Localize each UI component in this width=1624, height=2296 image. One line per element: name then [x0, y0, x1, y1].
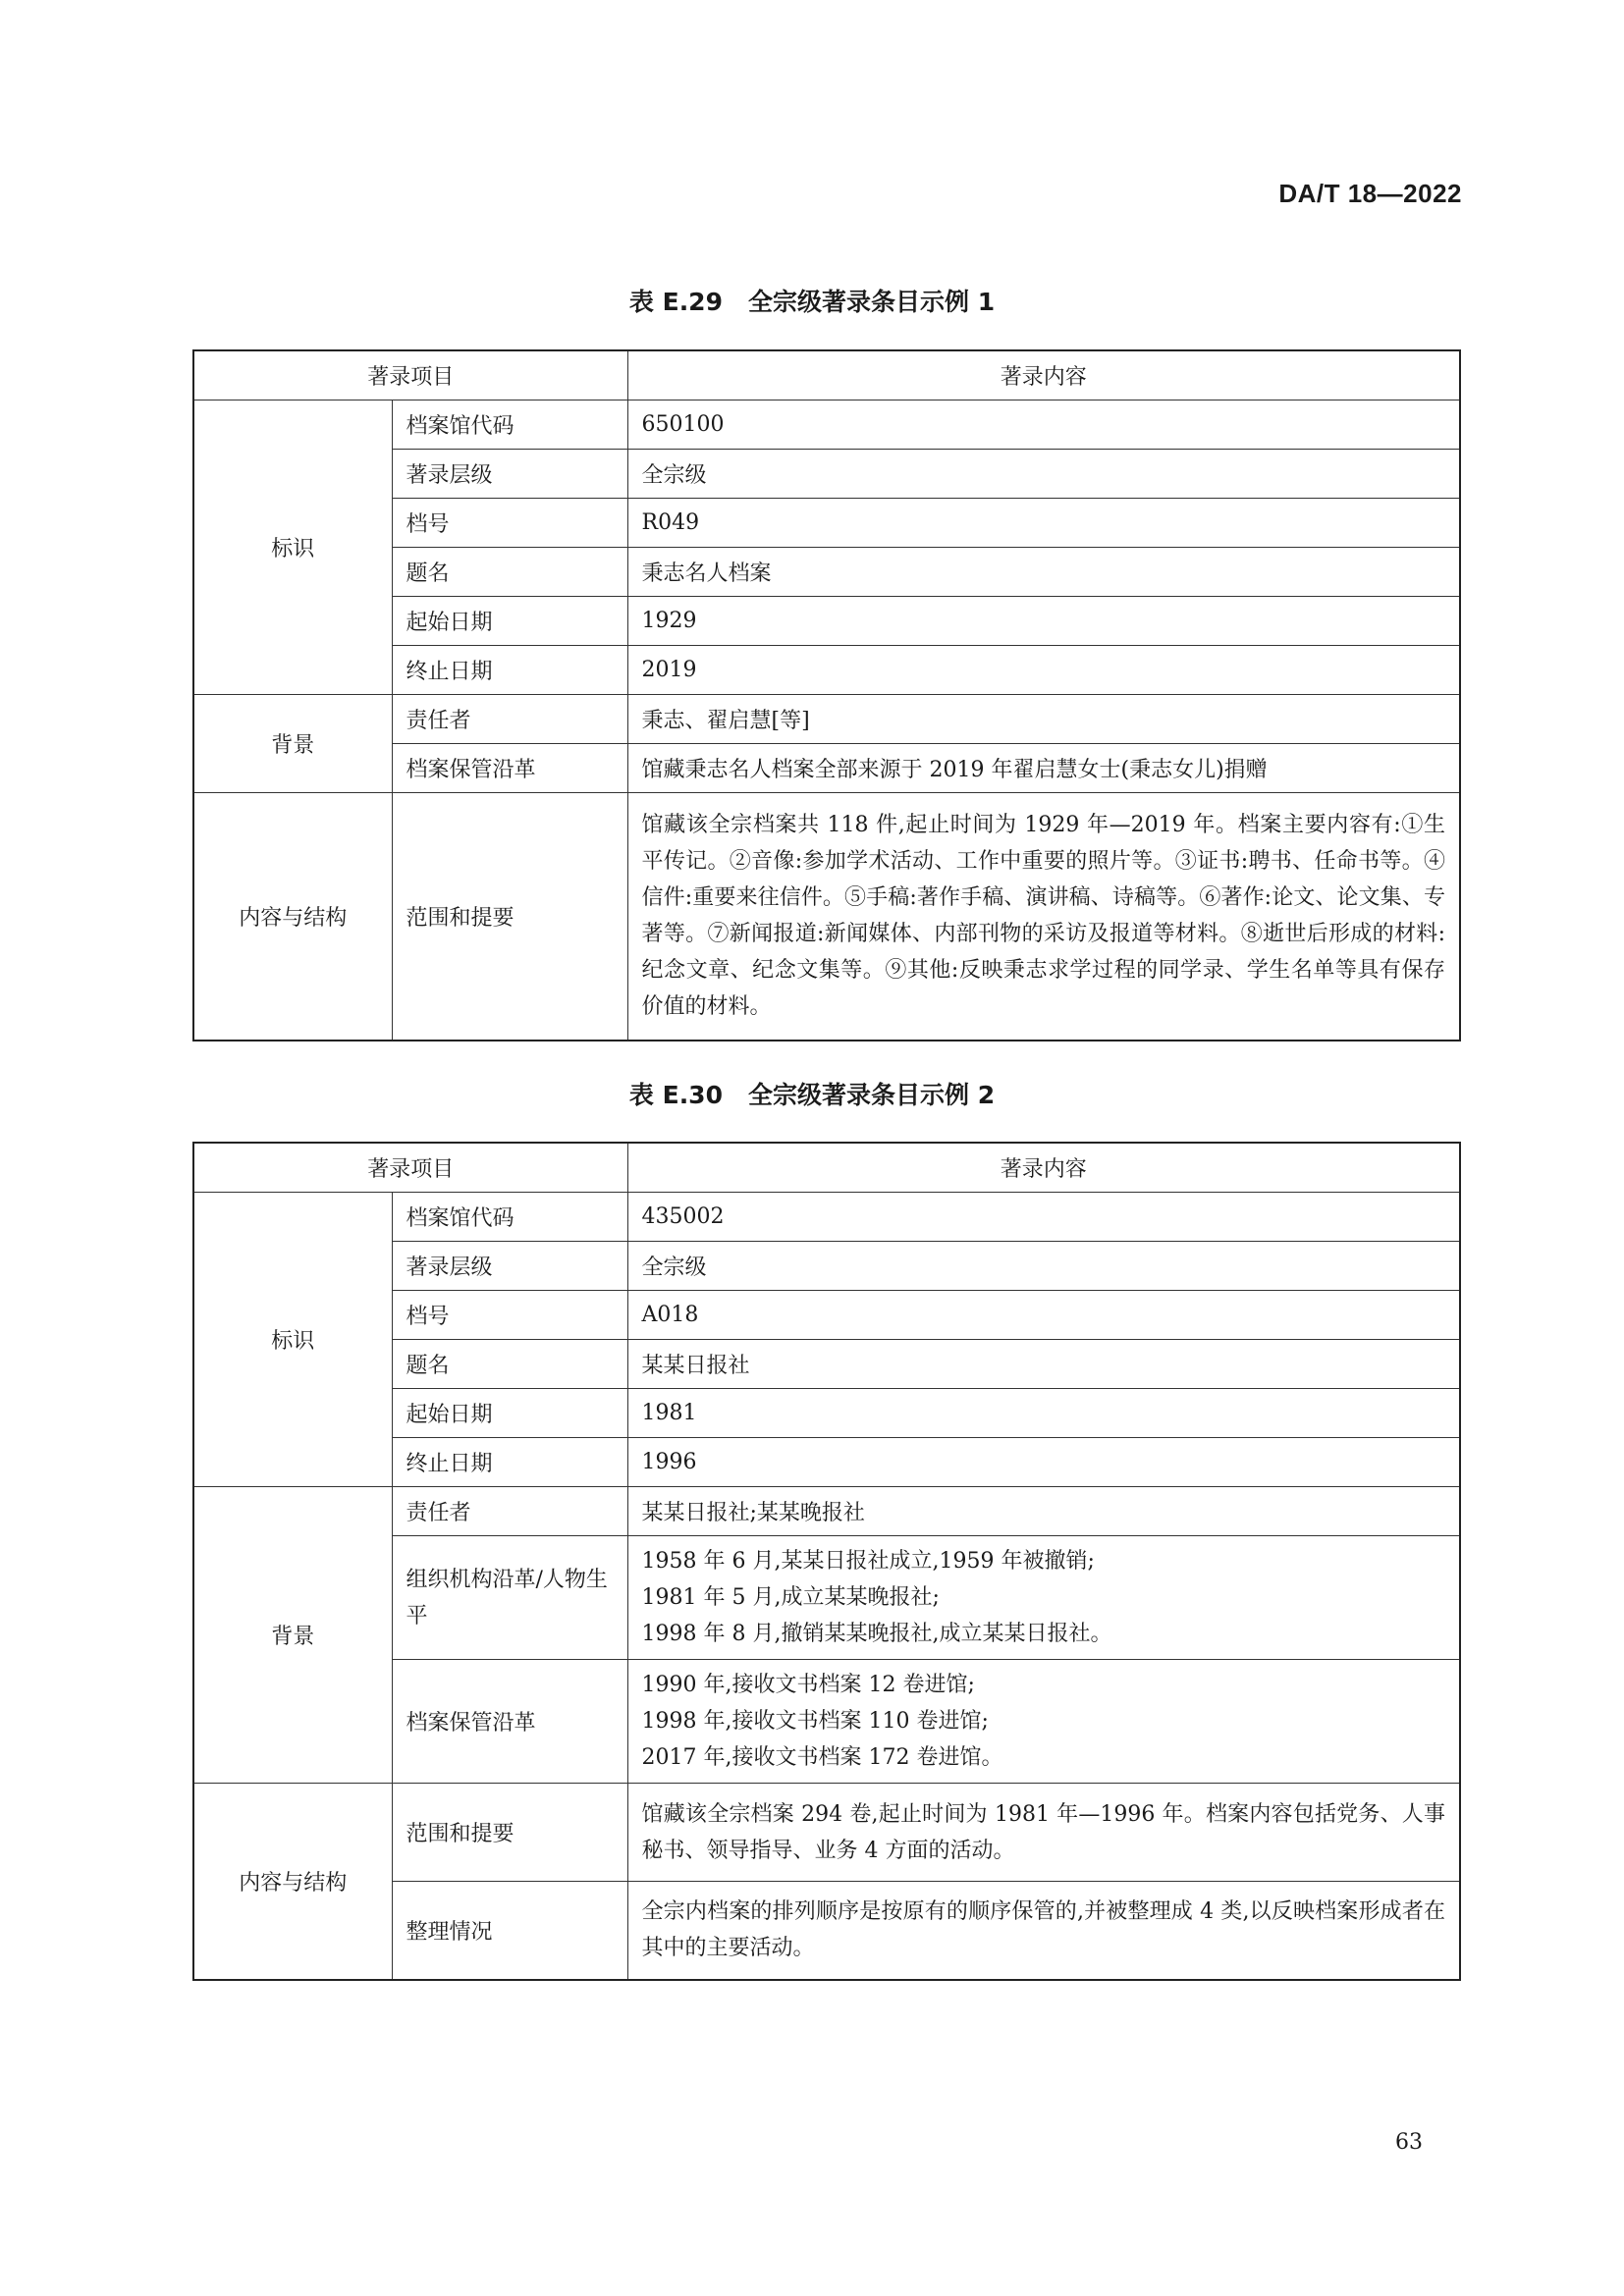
- field-value: 435002: [627, 1193, 1460, 1242]
- table2-col-header-content: 著录内容: [627, 1143, 1460, 1193]
- table2-caption: [0, 1076, 1624, 1111]
- field-label: 题名: [392, 548, 627, 597]
- table-row: [193, 793, 1460, 1041]
- field-value: 1981: [627, 1389, 1460, 1438]
- group-label: 背景: [193, 695, 392, 793]
- field-value: 馆藏该全宗档案共 118 件,起止时间为 1929 年—2019 年。档案主要内容有:①生平传记。②音像:参加学术活动、工作中重要的照片等。③证书:聘书、任命书等。④信件:重要来往信件。⑤手稿:著作手稿、演讲稿、诗稿等。⑥著作:论文、论文集、专著等。⑦新闻报道:新闻媒体、内部刊物的采访及报道等材料。⑧逝世后形成的材料:纪念文章、纪念文集等。⑨其他:反映秉志求学过程的同学录、学生名单等具有保存价值的材料。: [627, 793, 1460, 1041]
- field-value: [627, 1660, 1460, 1784]
- field-label: 档号: [392, 1291, 627, 1340]
- group-label: 内容与结构: [193, 793, 392, 1041]
- field-label: 档案馆代码: [392, 400, 627, 450]
- table1-number: 表 E.29: [628, 288, 723, 316]
- field-value: 全宗内档案的排列顺序是按原有的顺序保管的,并被整理成 4 类,以反映档案形成者在其中的主要活动。: [627, 1882, 1460, 1980]
- field-value: 某某日报社;某某晚报社: [627, 1487, 1460, 1536]
- field-value: 2019: [627, 646, 1460, 695]
- field-label: 责任者: [392, 1487, 627, 1536]
- text-line: 1998 年,接收文书档案 110 卷进馆;: [641, 1709, 989, 1734]
- field-value: 秉志名人档案: [627, 548, 1460, 597]
- field-value: 秉志、翟启慧[等]: [627, 695, 1460, 744]
- table-row: [193, 1784, 1460, 1882]
- group-label: 标识: [193, 400, 392, 695]
- field-value: 650100: [627, 400, 1460, 450]
- text-line: 1981 年 5 月,成立某某晚报社;: [641, 1585, 940, 1610]
- table-row: [193, 695, 1460, 744]
- field-label: 著录层级: [392, 450, 627, 499]
- table1-title: 全宗级著录条目示例 1: [747, 288, 996, 316]
- table2-number: 表 E.30: [628, 1081, 723, 1109]
- text-line: 1958 年 6 月,某某日报社成立,1959 年被撤销;: [641, 1549, 1095, 1574]
- text-line: 2017 年,接收文书档案 172 卷进馆。: [641, 1745, 1003, 1770]
- field-value: [627, 1536, 1460, 1660]
- text-line: 1998 年 8 月,撤销某某晚报社,成立某某日报社。: [641, 1622, 1112, 1646]
- page-number: 63: [1395, 2130, 1423, 2155]
- group-label: 内容与结构: [193, 1784, 392, 1980]
- table-row: [193, 1487, 1460, 1536]
- field-value: 馆藏该全宗档案 294 卷,起止时间为 1981 年—1996 年。档案内容包括党务、人事秘书、领导指导、业务 4 方面的活动。: [627, 1784, 1460, 1882]
- group-label: 背景: [193, 1487, 392, 1784]
- field-value: 某某日报社: [627, 1340, 1460, 1389]
- field-label: 组织机构沿革/人物生平: [392, 1536, 627, 1660]
- field-label: 起始日期: [392, 597, 627, 646]
- field-label: 终止日期: [392, 1438, 627, 1487]
- field-value: A018: [627, 1291, 1460, 1340]
- table1-col-header-item: 著录项目: [193, 350, 627, 400]
- table-row: [193, 1193, 1460, 1242]
- field-value: 馆藏秉志名人档案全部来源于 2019 年翟启慧女士(秉志女儿)捐赠: [627, 744, 1460, 793]
- field-label: 起始日期: [392, 1389, 627, 1438]
- field-label: 范围和提要: [392, 793, 627, 1041]
- field-value: 1929: [627, 597, 1460, 646]
- field-value: 1996: [627, 1438, 1460, 1487]
- field-value: R049: [627, 499, 1460, 548]
- field-label: 档案保管沿革: [392, 744, 627, 793]
- field-label: 整理情况: [392, 1882, 627, 1980]
- group-label: 标识: [193, 1193, 392, 1487]
- field-label: 档号: [392, 499, 627, 548]
- field-label: 终止日期: [392, 646, 627, 695]
- text-line: 1990 年,接收文书档案 12 卷进馆;: [641, 1673, 975, 1697]
- field-label: 题名: [392, 1340, 627, 1389]
- table2-header-row: [193, 1143, 1460, 1193]
- table1-caption: [0, 283, 1624, 318]
- field-label: 档案馆代码: [392, 1193, 627, 1242]
- table1-header-row: [193, 350, 1460, 400]
- field-value: 全宗级: [627, 1242, 1460, 1291]
- field-label: 责任者: [392, 695, 627, 744]
- field-label: 档案保管沿革: [392, 1660, 627, 1784]
- standard-code: DA/T 18—2022: [1278, 179, 1462, 208]
- table2: [192, 1142, 1461, 1981]
- table2-title: 全宗级著录条目示例 2: [747, 1081, 996, 1109]
- table1-col-header-content: 著录内容: [627, 350, 1460, 400]
- field-label: 著录层级: [392, 1242, 627, 1291]
- table-row: [193, 400, 1460, 450]
- table2-col-header-item: 著录项目: [193, 1143, 627, 1193]
- field-value: 全宗级: [627, 450, 1460, 499]
- field-label: 范围和提要: [392, 1784, 627, 1882]
- table1: [192, 349, 1461, 1041]
